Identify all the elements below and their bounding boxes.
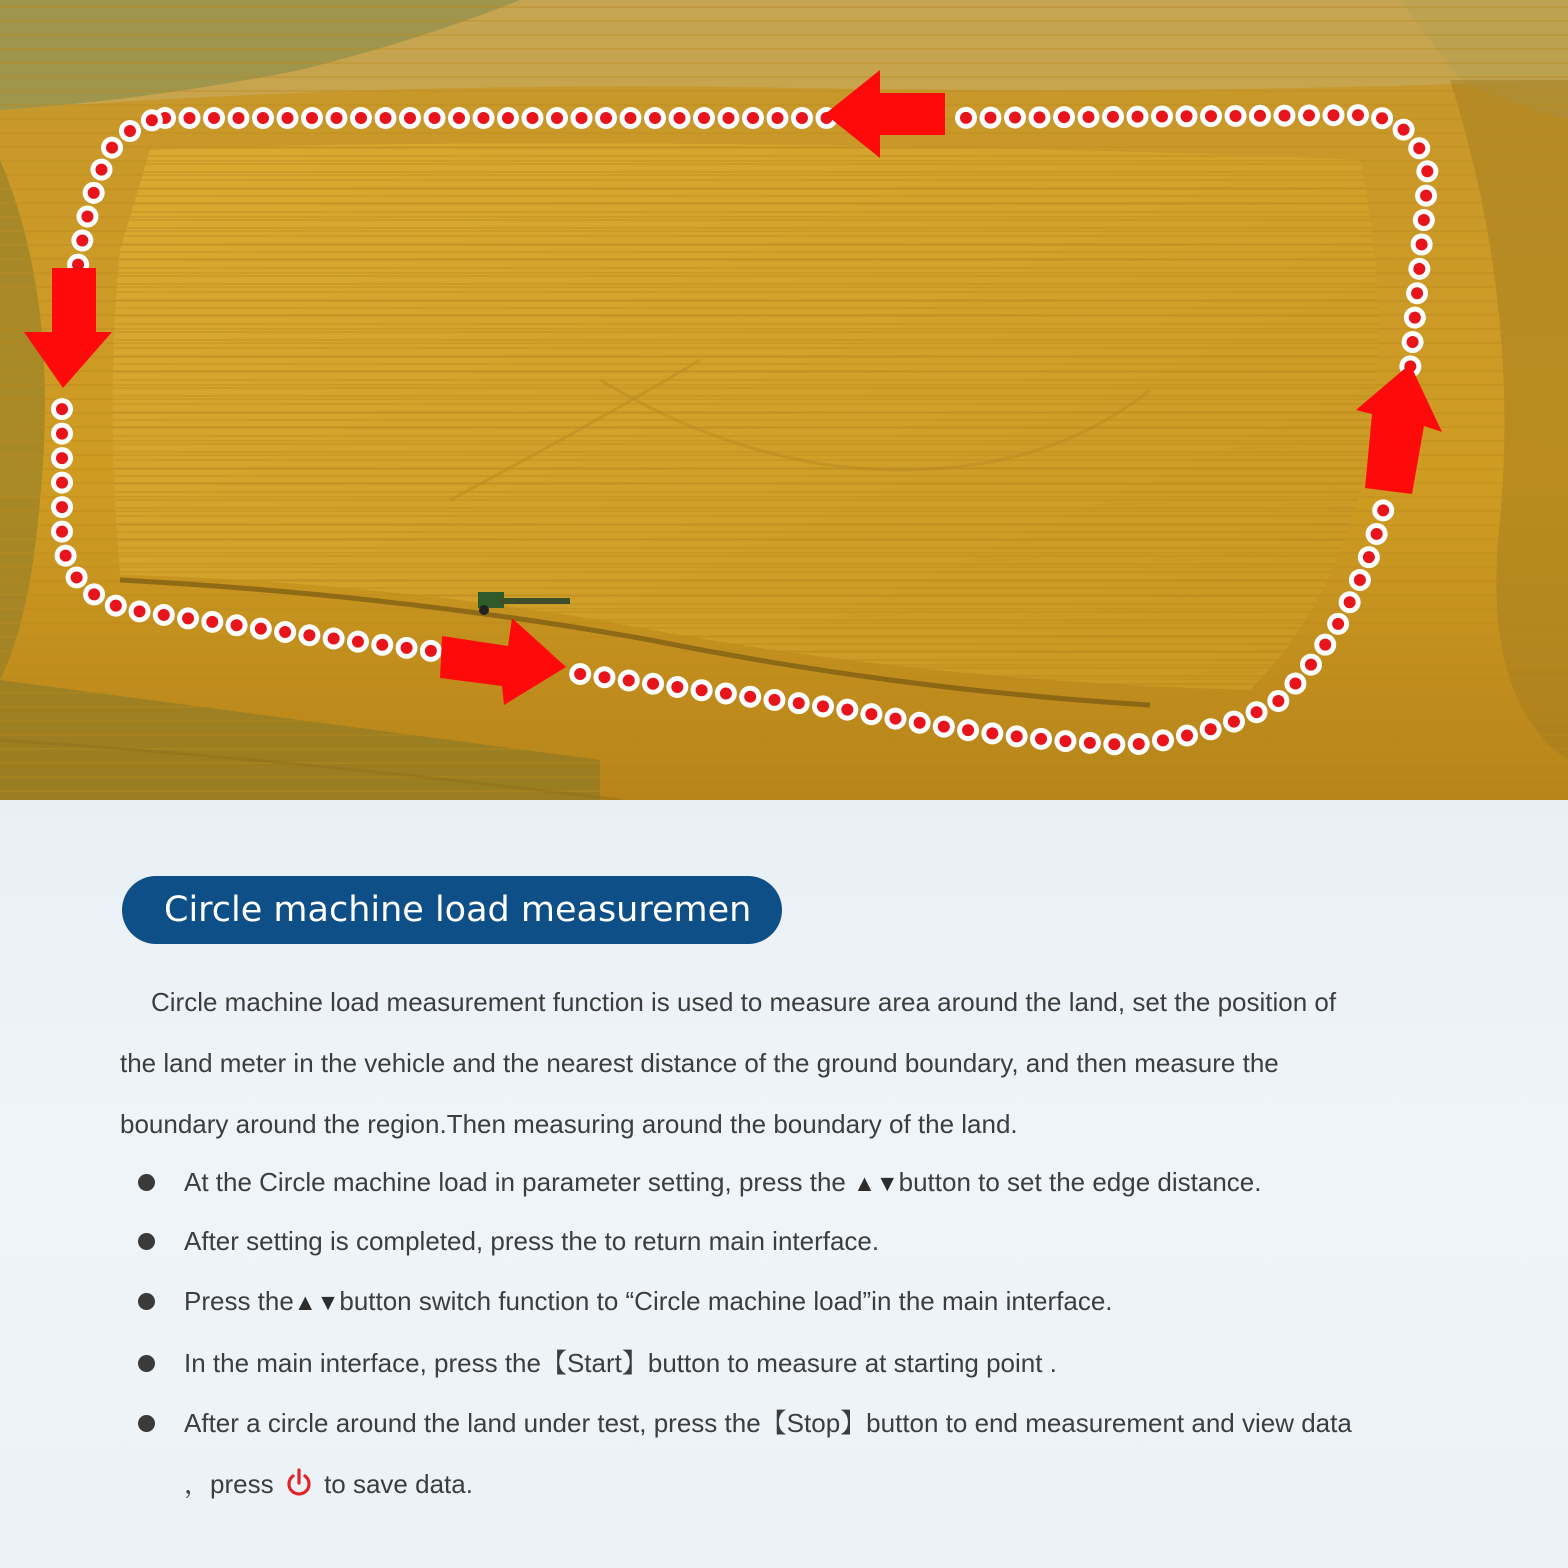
boundary-dot-center [576,112,588,124]
step-text: button to measure at starting point . [647,1348,1057,1378]
boundary-dot-center [1107,111,1119,123]
boundary-dot-center [124,125,136,137]
boundary-dot-center [1108,738,1120,750]
list-item-continuation [184,1464,473,1504]
boundary-dot-center [233,112,245,124]
up-down-arrows-icon: ▲▼ [853,1170,899,1196]
boundary-dot-center [772,112,784,124]
boundary-dot-center [134,605,146,617]
boundary-dot-center [1418,214,1430,226]
boundary-dot-center [453,112,465,124]
bullet-icon [138,1355,155,1372]
boundary-dot-center [1009,112,1021,124]
boundary-dot-center [502,112,514,124]
boundary-dot-center [723,112,735,124]
start-key-label: 【Start】 [540,1348,648,1378]
boundary-dot-center [1371,528,1383,540]
step-text: ，press [184,1469,274,1499]
boundary-dot-center [598,671,610,683]
bullet-icon [138,1233,155,1250]
boundary-dot-center [674,112,686,124]
boundary-dot-center [1332,618,1344,630]
boundary-dot-center [1251,706,1263,718]
boundary-dot-center [1377,504,1389,516]
boundary-dot-center [1303,109,1315,121]
boundary-dot-center [865,708,877,720]
boundary-dot-center [1254,110,1266,122]
boundary-dot-center [88,187,100,199]
step-text: After a circle around the land under test, press the [184,1408,761,1438]
boundary-dot-center [1205,110,1217,122]
boundary-dot-center [841,704,853,716]
boundary-dot-center [625,112,637,124]
boundary-dot-center [231,619,243,631]
boundary-dot-center [1278,110,1290,122]
boundary-dot-center [158,609,170,621]
boundary-dot-center [1363,551,1375,563]
boundary-dot-center [279,626,291,638]
boundary-dot-center [1409,312,1421,324]
boundary-dot-center [56,477,68,489]
boundary-dot-center [1272,695,1284,707]
boundary-dot-center [404,112,416,124]
boundary-dot-center [306,112,318,124]
boundary-dot-center [401,642,413,654]
boundary-dot-center [1376,112,1388,124]
boundary-dot-center [1327,109,1339,121]
boundary-dot-center [303,629,315,641]
boundary-dot-center [352,636,364,648]
boundary-dot-center [1413,142,1425,154]
boundary-dot-center [1033,111,1045,123]
boundary-dot-center [56,501,68,513]
boundary-dot-center [146,114,158,126]
boundary-dot-center [1407,336,1419,348]
boundary-dot-center [1354,574,1366,586]
boundary-dot-center [1082,111,1094,123]
boundary-dot-center [95,164,107,176]
boundary-dot-center [282,112,294,124]
step-text: button to end measurement and view data [866,1408,1352,1438]
power-icon [285,1467,313,1499]
boundary-dot-center [110,600,122,612]
boundary-dot-center [328,633,340,645]
boundary-dot-center [984,112,996,124]
section-title: Circle machine load measuremen [122,876,782,944]
boundary-dot-center [914,717,926,729]
boundary-dot-center [56,452,68,464]
boundary-dot-center [1289,678,1301,690]
boundary-dot-center [986,727,998,739]
boundary-dot-center [376,639,388,651]
boundary-dot-center [1035,733,1047,745]
boundary-dot-center [623,674,635,686]
step-text: At the Circle machine load in parameter setting, press the [184,1167,854,1197]
boundary-dot-center [1229,110,1241,122]
boundary-dot-center [1131,111,1143,123]
paragraph-line: the land meter in the vehicle and the nearest distance of the ground boundary, and then measure the [120,1048,1279,1078]
boundary-dot-center [1420,190,1432,202]
boundary-dot-center [1228,716,1240,728]
bullet-icon [138,1293,155,1310]
boundary-dot-center [551,112,563,124]
boundary-dot-center [1305,659,1317,671]
boundary-dot-center [425,645,437,657]
boundary-dot-center [478,112,490,124]
boundary-dot-center [1319,639,1331,651]
instructions-section [0,800,1568,1568]
boundary-dot-center [720,687,732,699]
boundary-dot-center [1413,263,1425,275]
boundary-dot-center [671,681,683,693]
boundary-dot-center [698,112,710,124]
boundary-dot-center [962,724,974,736]
boundary-dot-center [1058,111,1070,123]
boundary-dot-center [600,112,612,124]
step-text: Press the [184,1286,294,1316]
boundary-dot-center [255,623,267,635]
boundary-dot-center [938,721,950,733]
boundary-dot-center [744,691,756,703]
boundary-dot-center [71,571,83,583]
bullet-icon [138,1415,155,1432]
boundary-dot-center [60,550,72,562]
boundary-dot-center [355,112,367,124]
boundary-dot-center [768,694,780,706]
up-down-arrows-icon: ▲▼ [293,1289,340,1315]
boundary-dot-center [81,211,93,223]
boundary-dot-center [1398,124,1410,136]
step-text: to save data. [324,1469,473,1499]
boundary-dot-center [796,112,808,124]
boundary-dot-center [1352,109,1364,121]
boundary-dot-center [649,112,661,124]
step-text: After setting is completed, press the to return main interface. [184,1226,880,1256]
step-text: button switch function to “Circle machine load”in the main interface. [339,1286,1113,1316]
boundary-dot-center [1156,110,1168,122]
boundary-dot-center [1421,165,1433,177]
boundary-dot-center [817,700,829,712]
steps-list [0,800,1568,1568]
boundary-dot-center [380,112,392,124]
boundary-dot-center [1084,737,1096,749]
boundary-dot-center [76,234,88,246]
boundary-dot-center [56,428,68,440]
boundary-dot-center [696,684,708,696]
boundary-dot-center [429,112,441,124]
boundary-dot-center [88,588,100,600]
boundary-dot-center [106,142,118,154]
boundary-dot-center [331,112,343,124]
boundary-dot-center [182,612,194,624]
boundary-dot-center [206,616,218,628]
boundary-dot-center [208,112,220,124]
boundary-dot-center [1011,730,1023,742]
boundary-dot-center [647,678,659,690]
stop-key-label: 【Stop】 [760,1408,867,1438]
boundary-dot-center [1133,738,1145,750]
step-text: In the main interface, press the [184,1348,541,1378]
boundary-dot-center [747,112,759,124]
paragraph-line: Circle machine load measurement function is used to measure area around the land, set the position of [151,987,1337,1017]
step-text: button to set the edge distance. [898,1167,1262,1197]
boundary-dot-center [527,112,539,124]
boundary-dot-center [1205,723,1217,735]
boundary-dot-center [1344,596,1356,608]
boundary-dot-center [1180,110,1192,122]
boundary-dot-center [960,112,972,124]
boundary-dot-center [793,697,805,709]
boundary-dot-center [56,526,68,538]
boundary-dot-center [1059,735,1071,747]
boundary-dot-center [574,668,586,680]
boundary-dot-center [1157,734,1169,746]
boundary-dot-center [257,112,269,124]
boundary-dot-center [1416,238,1428,250]
boundary-dot-center [1411,287,1423,299]
boundary-dot-center [184,112,196,124]
paragraph-line: boundary around the region.Then measuring around the boundary of the land. [120,1109,1018,1139]
boundary-dot-center [56,403,68,415]
boundary-dot-center [1181,729,1193,741]
boundary-dot-center [889,713,901,725]
bullet-icon [138,1174,155,1191]
